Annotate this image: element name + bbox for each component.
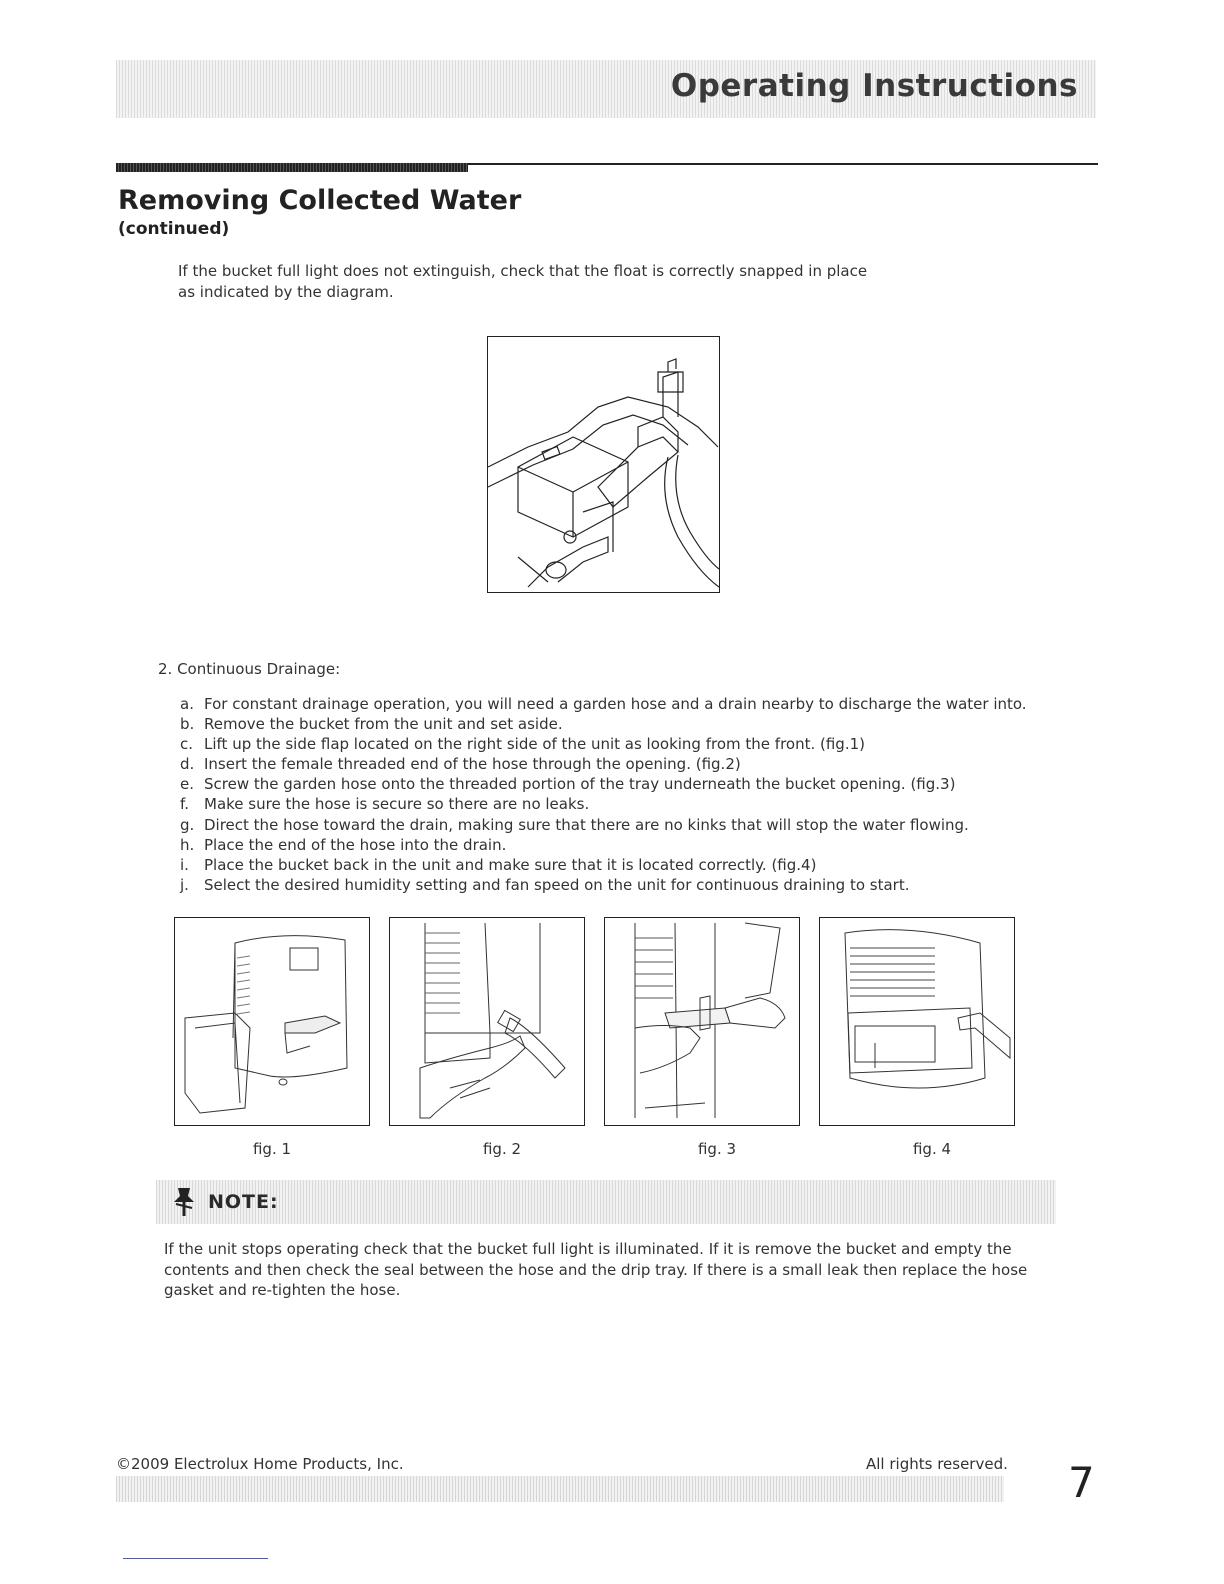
note-text	[164, 1239, 1044, 1301]
drainage-steps-list	[180, 694, 1080, 895]
intro-paragraph	[178, 261, 898, 303]
section-rule-accent	[116, 163, 468, 172]
figure-4-caption: fig. 4	[912, 1140, 952, 1158]
step-text: Remove the bucket from the unit and set aside.	[204, 715, 563, 734]
bottom-link-underline	[123, 1558, 268, 1559]
note-label: NOTE:	[208, 1191, 279, 1213]
note-line: contents and then check the seal between the hose and the drip tray. If there is a small leak then replace the hose	[164, 1260, 1028, 1279]
list-item	[180, 875, 1080, 895]
step-text: Insert the female threaded end of the hose through the opening. (fig.2)	[204, 755, 741, 774]
step-letter: b.	[180, 715, 195, 734]
figure-3	[604, 917, 800, 1126]
section-title: Removing Collected Water	[118, 185, 522, 216]
page-header-title: Operating Instructions	[670, 68, 1078, 104]
figure-1-caption: fig. 1	[252, 1140, 292, 1158]
continuous-drainage-title: 2. Continuous Drainage:	[158, 660, 341, 678]
step-letter: g.	[180, 815, 195, 834]
header-band	[116, 60, 1096, 118]
list-item	[180, 714, 1080, 734]
list-item	[180, 835, 1080, 855]
list-item	[180, 694, 1080, 714]
figure-2	[389, 917, 585, 1126]
float-diagram-illustration	[488, 337, 719, 592]
step-text: Direct the hose toward the drain, making sure that there are no kinks that will stop the water flowing.	[204, 815, 969, 834]
fig2-illustration	[390, 918, 583, 1124]
step-letter: a.	[180, 695, 194, 713]
step-text: Make sure the hose is secure so there are no leaks.	[204, 795, 590, 814]
footer-copyright: ©2009 Electrolux Home Products, Inc.	[116, 1455, 404, 1473]
list-item	[180, 754, 1080, 774]
list-item	[180, 815, 1080, 835]
step-text: Screw the garden hose onto the threaded portion of the tray underneath the bucket opening. (fig.3)	[204, 775, 956, 794]
step-letter: f.	[180, 795, 189, 814]
figure-2-caption: fig. 2	[482, 1140, 522, 1158]
fig3-illustration	[605, 918, 798, 1124]
step-letter: c.	[180, 735, 194, 754]
step-text: Lift up the side flap located on the right side of the unit as looking from the front. (fig.1)	[204, 735, 865, 754]
figure-3-caption: fig. 3	[697, 1140, 737, 1158]
pushpin-icon	[170, 1184, 200, 1220]
step-text: Place the end of the hose into the drain.	[204, 835, 507, 854]
figure-4	[819, 917, 1015, 1126]
fig4-illustration	[820, 918, 1013, 1124]
list-item	[180, 774, 1080, 794]
note-line: gasket and re-tighten the hose.	[164, 1281, 401, 1299]
step-text: Select the desired humidity setting and fan speed on the unit for continuous draining to start.	[204, 875, 910, 894]
step-letter: e.	[180, 775, 194, 794]
step-text: For constant drainage operation, you will need a garden hose and a drain nearby to discharge the water into.	[204, 695, 1027, 713]
list-item	[180, 794, 1080, 814]
step-text: Place the bucket back in the unit and make sure that it is located correctly. (fig.4)	[204, 855, 817, 874]
fig1-illustration	[175, 918, 368, 1124]
step-letter: j.	[180, 875, 189, 894]
float-diagram	[487, 336, 720, 593]
figure-1	[174, 917, 370, 1126]
step-letter: i.	[180, 855, 189, 874]
footer-band	[116, 1476, 1004, 1502]
note-line: If the unit stops operating check that the bucket full light is illuminated. If it is remove the bucket and empty the	[164, 1240, 1012, 1258]
list-item	[180, 734, 1080, 754]
note-header-band	[156, 1180, 1056, 1224]
step-letter: d.	[180, 755, 195, 774]
intro-line: as indicated by the diagram.	[178, 283, 394, 301]
section-subtitle: (continued)	[118, 219, 230, 239]
intro-line: If the bucket full light does not extinguish, check that the float is correctly snapped in place	[178, 262, 868, 280]
page-number: 7	[1068, 1458, 1095, 1507]
footer-rights: All rights reserved.	[866, 1455, 1008, 1473]
list-item	[180, 855, 1080, 875]
step-letter: h.	[180, 835, 195, 854]
note-box	[156, 1180, 1056, 1310]
